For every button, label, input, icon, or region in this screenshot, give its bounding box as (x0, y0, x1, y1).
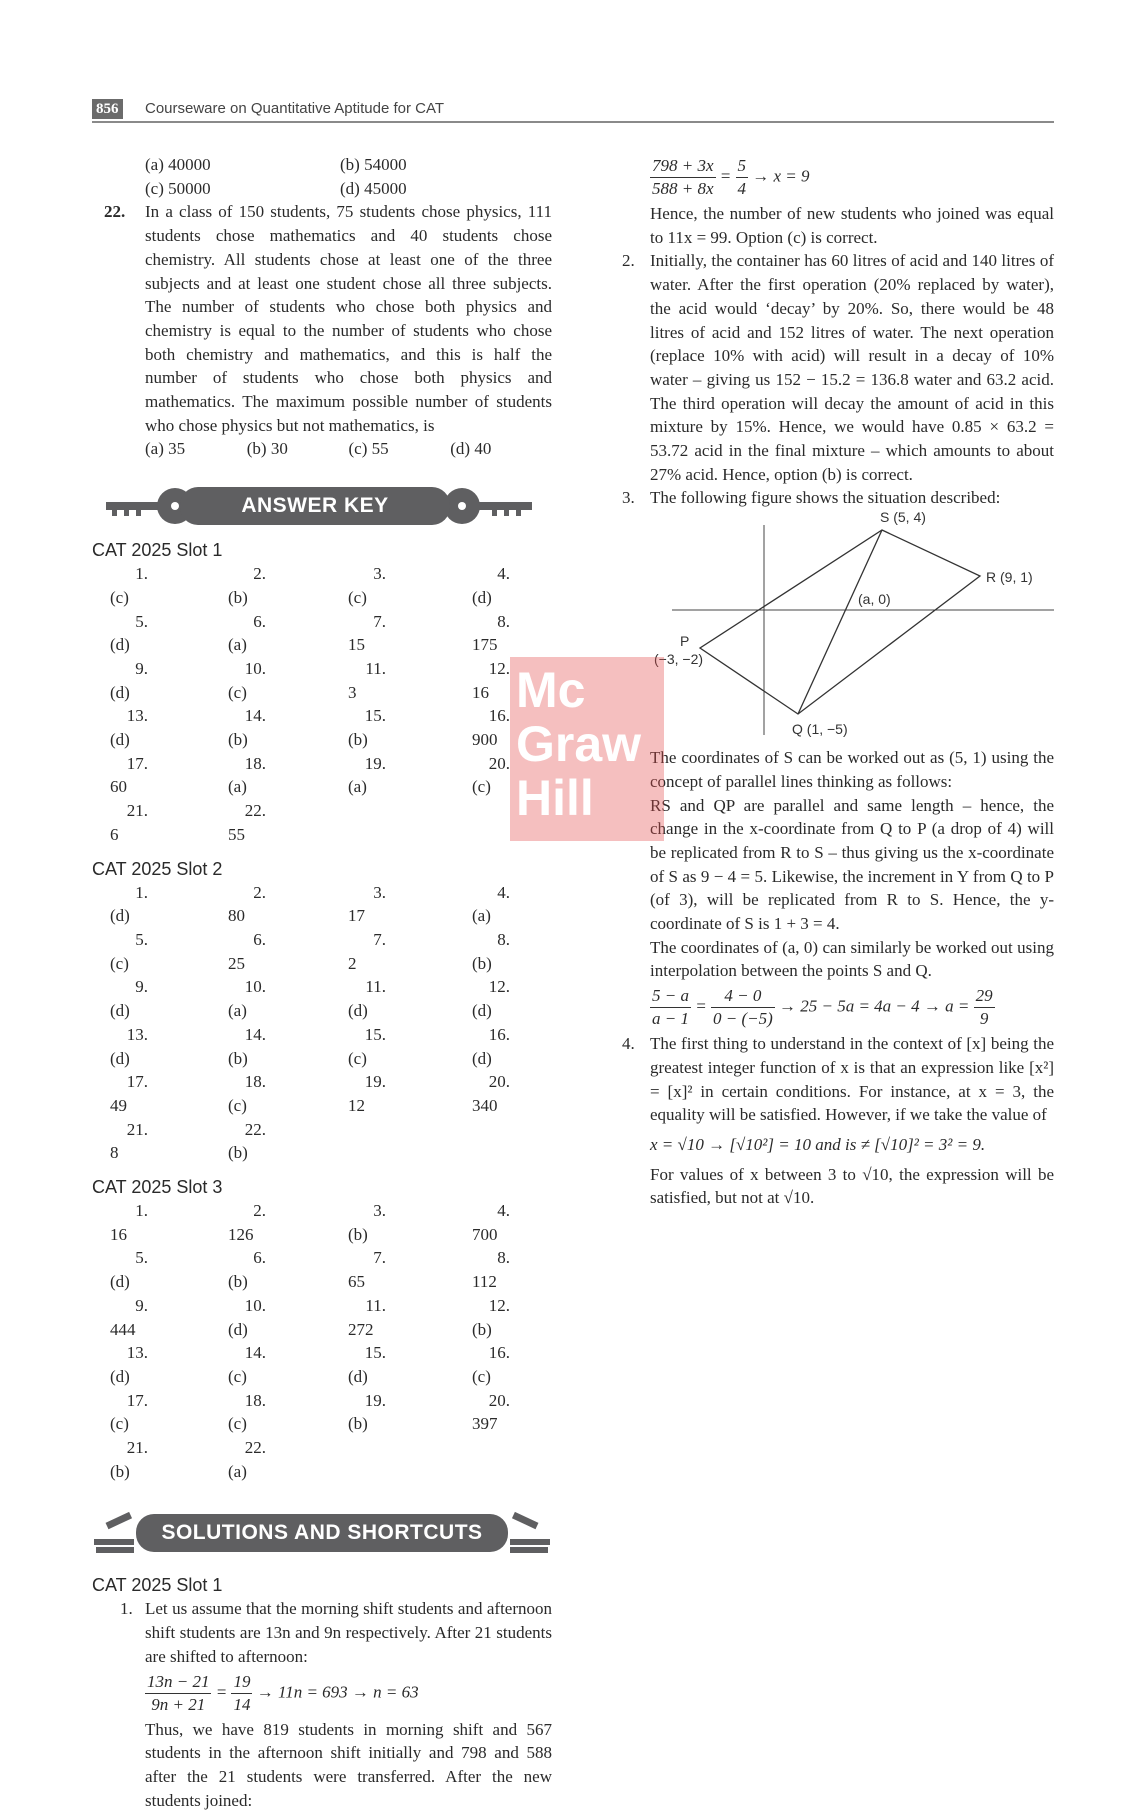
answer-slot-3 (92, 1175, 552, 1483)
answer-value: 444 (110, 1319, 136, 1339)
answer-value: (a) (228, 635, 247, 655)
answer-grid (110, 881, 552, 1165)
answer-number: 10. (244, 977, 266, 997)
answer-value: 49 (110, 1095, 127, 1115)
solution-1 (92, 1597, 552, 1812)
answer-value: (a) (348, 777, 367, 797)
solution-number: 2. (622, 251, 635, 271)
answer-value: (d) (110, 730, 130, 750)
answer-cell (348, 1389, 472, 1436)
answer-slot-2 (92, 857, 552, 1165)
answer-cell (110, 928, 228, 975)
answer-cell (348, 1199, 472, 1246)
answer-key-banner (92, 482, 552, 528)
answer-number: 1. (135, 564, 148, 584)
q22-options (92, 437, 552, 461)
answer-value: (d) (110, 1001, 130, 1021)
solution-number: 4. (622, 1034, 635, 1054)
solution-slot-heading: CAT 2025 Slot 1 (92, 1575, 223, 1596)
answer-number: 3. (373, 1201, 386, 1221)
q21-option: (a) 40000 (145, 155, 211, 174)
answer-number: 22. (244, 1438, 266, 1458)
answer-number: 14. (244, 1024, 266, 1044)
answer-value: (d) (110, 682, 130, 702)
answer-cell (348, 928, 472, 975)
answer-number: 7. (373, 1248, 386, 1268)
answer-number: 4. (497, 564, 510, 584)
answer-value: 80 (228, 906, 245, 926)
answer-value: 6 (110, 824, 119, 844)
answer-number: 9. (135, 1295, 148, 1315)
answer-value: (d) (348, 1001, 368, 1021)
eq-numerator: 5 (736, 155, 749, 178)
answer-value: 700 (472, 1224, 498, 1244)
answer-number: 21. (126, 1438, 148, 1458)
page-number: 856 (92, 99, 123, 119)
label-q: Q (1, −5) (792, 721, 848, 738)
answer-number: 16. (488, 706, 510, 726)
answer-cell (472, 1199, 592, 1246)
answer-cell (228, 1389, 348, 1436)
answer-cell (110, 1246, 228, 1293)
label-a: (a, 0) (858, 591, 891, 608)
answer-value: (b) (228, 587, 248, 607)
eq-numerator: 29 (974, 985, 995, 1008)
eq-denominator: a − 1 (652, 1009, 689, 1029)
answer-value: (b) (228, 1048, 248, 1068)
answer-cell (110, 1118, 228, 1165)
answer-number: 21. (126, 1119, 148, 1139)
label-r: R (9, 1) (986, 569, 1033, 586)
answer-cell (348, 610, 472, 657)
answer-value: (c) (110, 1414, 129, 1434)
answer-number: 22. (244, 801, 266, 821)
answer-value: 126 (228, 1224, 254, 1244)
answer-value: 16 (110, 1224, 127, 1244)
answer-cell (228, 928, 348, 975)
answer-cell (110, 1199, 228, 1246)
eq-tail: → 11n = 693 → n = 63 (256, 1681, 419, 1701)
answer-cell (472, 928, 592, 975)
answer-value: (b) (472, 1319, 492, 1339)
answer-cell (228, 1294, 348, 1341)
answer-value: 16 (472, 682, 489, 702)
solution-text: Thus, we have 819 students in morning shift and 567 students in the afternoon shift initially and 798 and 588 after the 21 students were transferred. After the new students joined: (145, 1719, 552, 1810)
answer-cell (472, 1294, 592, 1341)
q22-option: (a) 35 (145, 439, 186, 459)
answer-cell (228, 610, 348, 657)
eq-tail: → x = 9 (752, 166, 810, 186)
eq-numerator: 19 (231, 1671, 252, 1694)
answer-value: 900 (472, 730, 498, 750)
answer-cell (110, 610, 228, 657)
eq-denominator: 588 + 8x (652, 179, 714, 198)
answer-value: 112 (472, 1272, 497, 1292)
answer-number: 12. (488, 977, 510, 997)
answer-value: (d) (472, 1001, 492, 1021)
answer-cell (228, 1023, 348, 1070)
answer-value: (b) (228, 1272, 248, 1292)
answer-number: 13. (126, 1343, 148, 1363)
answer-value: (a) (228, 1001, 247, 1021)
answer-number: 20. (488, 753, 510, 773)
eq-numerator: 798 + 3x (650, 155, 716, 178)
solution-text: Hence, the number of new students who joined was equal to 11x = 99. Option (c) is correct. (650, 204, 1054, 247)
answer-cell (110, 799, 228, 846)
answer-cell (228, 1436, 348, 1483)
answer-number: 14. (244, 1343, 266, 1363)
answer-number: 6. (253, 1248, 266, 1268)
publisher-watermark: Mc Graw Hill (510, 657, 664, 841)
answer-number: 6. (253, 611, 266, 631)
slot-heading: CAT 2025 Slot 2 (92, 858, 223, 879)
answer-number: 10. (244, 658, 266, 678)
right-column (622, 153, 1054, 1210)
answer-value: (c) (228, 1366, 247, 1386)
answer-number: 17. (126, 1390, 148, 1410)
answer-value: 3 (348, 682, 357, 702)
answer-number: 13. (126, 706, 148, 726)
label-p-coords: (−3, −2) (654, 651, 704, 668)
answer-value: 15 (348, 635, 365, 655)
answer-cell (228, 704, 348, 751)
answer-cell (348, 704, 472, 751)
answer-value: (b) (348, 1224, 368, 1244)
solution-text: RS and QP are parallel and same length – hence, the change in the x-coordinate from Q to P (a drop of 4) will be replicated from R to S – thus giving us the x-coordinate of S as 9 − 4 = 5. Likewise, the increment in Y from Q to P (of 3), will be replicated from R to S. Hence, the y-coordinate of S is 1 + 3 = 4. (650, 795, 1054, 934)
answer-number: 16. (488, 1343, 510, 1363)
solution-text: Initially, the container has 60 litres of acid and 140 litres of water. After the first operation (20% replaced by water), the acid would ‘decay’ by 20%. So, there would be 48 litres of acid and 152 litres of water. The next operation (replace 10% with acid) will result in a decay of 10% water – giving us 152 − 15.2 = 136.8 water and 63.2 acid. The third operation will decay the amount of acid in this mixture by 15%. Hence, we would have 0.85 × 63.2 = 53.72 acid in the final mixture – which amounts to about 27% acid. Hence, option (b) is correct. (650, 251, 1054, 484)
answer-value: 8 (110, 1143, 119, 1163)
answer-value: (d) (110, 1048, 130, 1068)
answer-number: 19. (364, 1072, 386, 1092)
answer-number: 15. (364, 706, 386, 726)
answer-value: (c) (348, 587, 367, 607)
answer-number: 5. (135, 611, 148, 631)
answer-value: (d) (472, 1048, 492, 1068)
answer-value: (c) (110, 953, 129, 973)
left-column (92, 153, 552, 1812)
answer-slot-1 (92, 538, 552, 846)
answer-number: 5. (135, 929, 148, 949)
answer-value: (b) (472, 953, 492, 973)
equation: $\frac{13n - 21}{9n + 21}$ = $\frac{19}{14}$ → 11n = 693 → n = 63 (147, 1671, 419, 1714)
solution-text: The following figure shows the situation described: (650, 488, 1001, 508)
equation: $\frac{5 - a}{a - 1}$ = $\frac{4 - 0}{0 - (-5)}$ → 25 − 5a = 4a − 4 → a = $\frac{29}{9}$ (652, 986, 993, 1029)
answer-value: 2 (348, 953, 357, 973)
answer-number: 3. (373, 882, 386, 902)
answer-value: (c) (228, 1414, 247, 1434)
eq-denominator: 14 (233, 1694, 251, 1714)
answer-number: 2. (253, 564, 266, 584)
answer-cell (110, 752, 228, 799)
answer-number: 11. (365, 977, 386, 997)
answer-grid (110, 1199, 552, 1483)
answer-value: 60 (110, 777, 127, 797)
solution-text: The first thing to understand in the context of [x] being the greatest integer function of x is that an expression like [x²] = [x]² in certain conditions. For instance, at x = 3, the equality will be satisfied. However, if we take the value of (650, 1034, 1054, 1125)
answer-value: (c) (472, 777, 491, 797)
answer-cell (110, 1023, 228, 1070)
answer-cell (348, 1341, 472, 1388)
answer-number: 7. (373, 611, 386, 631)
eq-denominator: 9n + 21 (151, 1694, 206, 1714)
answer-value: 25 (228, 953, 245, 973)
answer-number: 16. (488, 1024, 510, 1044)
answer-number: 18. (244, 1390, 266, 1410)
answer-value: (d) (348, 1366, 368, 1386)
answer-number: 1. (135, 882, 148, 902)
solutions-banner (92, 1509, 552, 1555)
answer-number: 18. (244, 1072, 266, 1092)
answer-cell (110, 562, 228, 609)
answer-cell (228, 1246, 348, 1293)
answer-cell (348, 975, 472, 1022)
answer-value: (d) (110, 906, 130, 926)
answer-cell (228, 799, 348, 846)
answer-number: 19. (364, 753, 386, 773)
slot-heading: CAT 2025 Slot 1 (92, 540, 223, 561)
solution-3 (622, 486, 1054, 1030)
answer-value: 17 (348, 906, 365, 926)
answer-cell (472, 1246, 592, 1293)
answer-value: 12 (348, 1095, 365, 1115)
answer-cell (110, 657, 228, 704)
answer-number: 8. (497, 611, 510, 631)
answer-value: (d) (110, 1272, 130, 1292)
eq-denominator: 4 (737, 179, 747, 198)
answer-cell (472, 610, 592, 657)
answer-number: 14. (244, 706, 266, 726)
answer-number: 4. (497, 1201, 510, 1221)
label-s: S (5, 4) (880, 510, 926, 526)
equation: $\frac{798 + 3x}{588 + 8x}$ = $\frac{5}{4}$ → x = 9 (652, 156, 810, 198)
answer-cell (348, 881, 472, 928)
answer-cell (472, 975, 592, 1022)
eq-numerator: 5 − a (650, 985, 691, 1008)
answer-number: 19. (364, 1390, 386, 1410)
answer-number: 15. (364, 1343, 386, 1363)
answer-key-title: ANSWER KEY (180, 487, 450, 525)
equation: x = √10 → [√10²] = 10 and is ≠ [√10]² = 3² = 9. (650, 1134, 986, 1154)
answer-value: 175 (472, 635, 498, 655)
solution-4 (622, 1032, 1054, 1210)
answer-value: (b) (228, 1143, 248, 1163)
answer-value: 272 (348, 1319, 374, 1339)
answer-cell (228, 1070, 348, 1117)
answer-number: 17. (126, 753, 148, 773)
answer-cell (110, 881, 228, 928)
answer-number: 20. (488, 1390, 510, 1410)
answer-number: 3. (373, 564, 386, 584)
question-number: 22. (104, 202, 126, 222)
solution-number: 1. (120, 1599, 133, 1619)
eq-numerator: 4 − 0 (711, 985, 775, 1008)
answer-value: (d) (228, 1319, 248, 1339)
answer-value: (c) (472, 1366, 491, 1386)
eq-denominator: 9 (979, 1009, 989, 1029)
solution-1-continued (622, 155, 1054, 249)
answer-value: (b) (348, 1414, 368, 1434)
answer-grid (110, 562, 552, 846)
answer-cell (110, 1294, 228, 1341)
answer-number: 9. (135, 977, 148, 997)
answer-value: (a) (472, 906, 491, 926)
answer-number: 21. (126, 801, 148, 821)
solution-text: For values of x between 3 to √10, the expression will be satisfied, but not at √10. (650, 1164, 1054, 1208)
eq-middle: → 25 − 5a = 4a − 4 → a = (778, 996, 970, 1016)
answer-number: 8. (497, 929, 510, 949)
answer-cell (472, 881, 592, 928)
solution-text: Let us assume that the morning shift students and afternoon shift students are 13n and 9n respectively. After 21 students are shifted to afternoon: (145, 1599, 552, 1666)
eq-denominator: 0 − (−5) (712, 1009, 773, 1029)
answer-number: 13. (126, 1024, 148, 1044)
answer-number: 15. (364, 1024, 386, 1044)
solution-text: The coordinates of (a, 0) can similarly be worked out using interpolation between the points S and Q. (650, 937, 1054, 981)
answer-number: 8. (497, 1248, 510, 1268)
answer-cell (472, 1070, 592, 1117)
answer-value: 55 (228, 824, 245, 844)
answer-cell (228, 752, 348, 799)
solution-2 (622, 249, 1054, 486)
q22-option: (b) 30 (246, 439, 288, 459)
answer-number: 9. (135, 658, 148, 678)
answer-value: (a) (228, 777, 247, 797)
answer-cell (228, 975, 348, 1022)
answer-value: (c) (348, 1048, 367, 1068)
answer-number: 2. (253, 882, 266, 902)
answer-cell (110, 1341, 228, 1388)
q22-option: (c) 55 (348, 439, 389, 459)
q21-options (92, 153, 552, 200)
answer-number: 6. (253, 929, 266, 949)
answer-cell (348, 1294, 472, 1341)
answer-value: (d) (110, 1366, 130, 1386)
answer-number: 4. (497, 882, 510, 902)
answer-number: 18. (244, 753, 266, 773)
answer-number: 2. (253, 1201, 266, 1221)
answer-cell (348, 562, 472, 609)
answer-cell (472, 1341, 592, 1388)
answer-number: 7. (373, 929, 386, 949)
q22-option: (d) 40 (450, 439, 492, 459)
answer-value: (d) (472, 587, 492, 607)
question-text: In a class of 150 students, 75 students chose physics, 111 students chose mathematics and 40 students chose chemistry. All students chose at least one of the three subjects and at least one student chose all three subjects. The number of students who chose both physics and chemistry is equal to the number of students who chose both chemistry and mathematics, and this is half the number of students who chose both physics and mathematics. The maximum possible number of students who chose physics but not mathematics, is (145, 202, 552, 435)
answer-value: (c) (228, 682, 247, 702)
running-header (92, 99, 1054, 123)
answer-cell (228, 1118, 348, 1165)
q21-option: (b) 54000 (340, 155, 407, 174)
eq-numerator: 13n − 21 (145, 1671, 211, 1694)
question-22 (92, 200, 552, 461)
answer-number: 11. (365, 658, 386, 678)
answer-number: 1. (135, 1201, 148, 1221)
answer-cell (228, 881, 348, 928)
answer-value: (b) (348, 730, 368, 750)
solution-number: 3. (622, 488, 635, 508)
solutions-title: SOLUTIONS AND SHORTCUTS (136, 1514, 508, 1552)
answer-value: 65 (348, 1272, 365, 1292)
answer-cell (348, 1246, 472, 1293)
answer-cell (228, 1199, 348, 1246)
answer-cell (228, 562, 348, 609)
q21-option: (c) 50000 (145, 178, 211, 198)
answer-cell (348, 1070, 472, 1117)
answer-cell (110, 1070, 228, 1117)
answer-cell (472, 1389, 592, 1436)
answer-number: 20. (488, 1072, 510, 1092)
answer-number: 10. (244, 1295, 266, 1315)
label-p: P (680, 633, 690, 650)
answer-cell (472, 562, 592, 609)
answer-cell (228, 657, 348, 704)
answer-cell (348, 752, 472, 799)
answer-number: 5. (135, 1248, 148, 1268)
parallelogram-figure (622, 510, 1054, 746)
answer-cell (110, 704, 228, 751)
answer-value: (a) (228, 1461, 247, 1481)
answer-value: 340 (472, 1095, 498, 1115)
slot-heading: CAT 2025 Slot 3 (92, 1177, 223, 1198)
answer-value: (b) (110, 1461, 130, 1481)
answer-cell (110, 975, 228, 1022)
answer-cell (110, 1436, 228, 1483)
answer-number: 22. (244, 1119, 266, 1139)
answer-cell (110, 1389, 228, 1436)
running-title: Courseware on Quantitative Aptitude for CAT (145, 100, 445, 117)
answer-number: 17. (126, 1072, 148, 1092)
answer-cell (348, 1023, 472, 1070)
q21-option: (d) 45000 (340, 178, 407, 198)
answer-value: (b) (228, 730, 248, 750)
answer-value: (c) (228, 1095, 247, 1115)
answer-cell (348, 657, 472, 704)
answer-number: 11. (365, 1295, 386, 1315)
answer-number: 12. (488, 1295, 510, 1315)
answer-cell (228, 1341, 348, 1388)
answer-value: 397 (472, 1414, 498, 1434)
answer-number: 12. (488, 658, 510, 678)
answer-value: (c) (110, 587, 129, 607)
answer-value: (d) (110, 635, 130, 655)
solution-text: The coordinates of S can be worked out as (5, 1) using the concept of parallel lines thinking as follows: (650, 748, 1054, 791)
answer-cell (472, 1023, 592, 1070)
